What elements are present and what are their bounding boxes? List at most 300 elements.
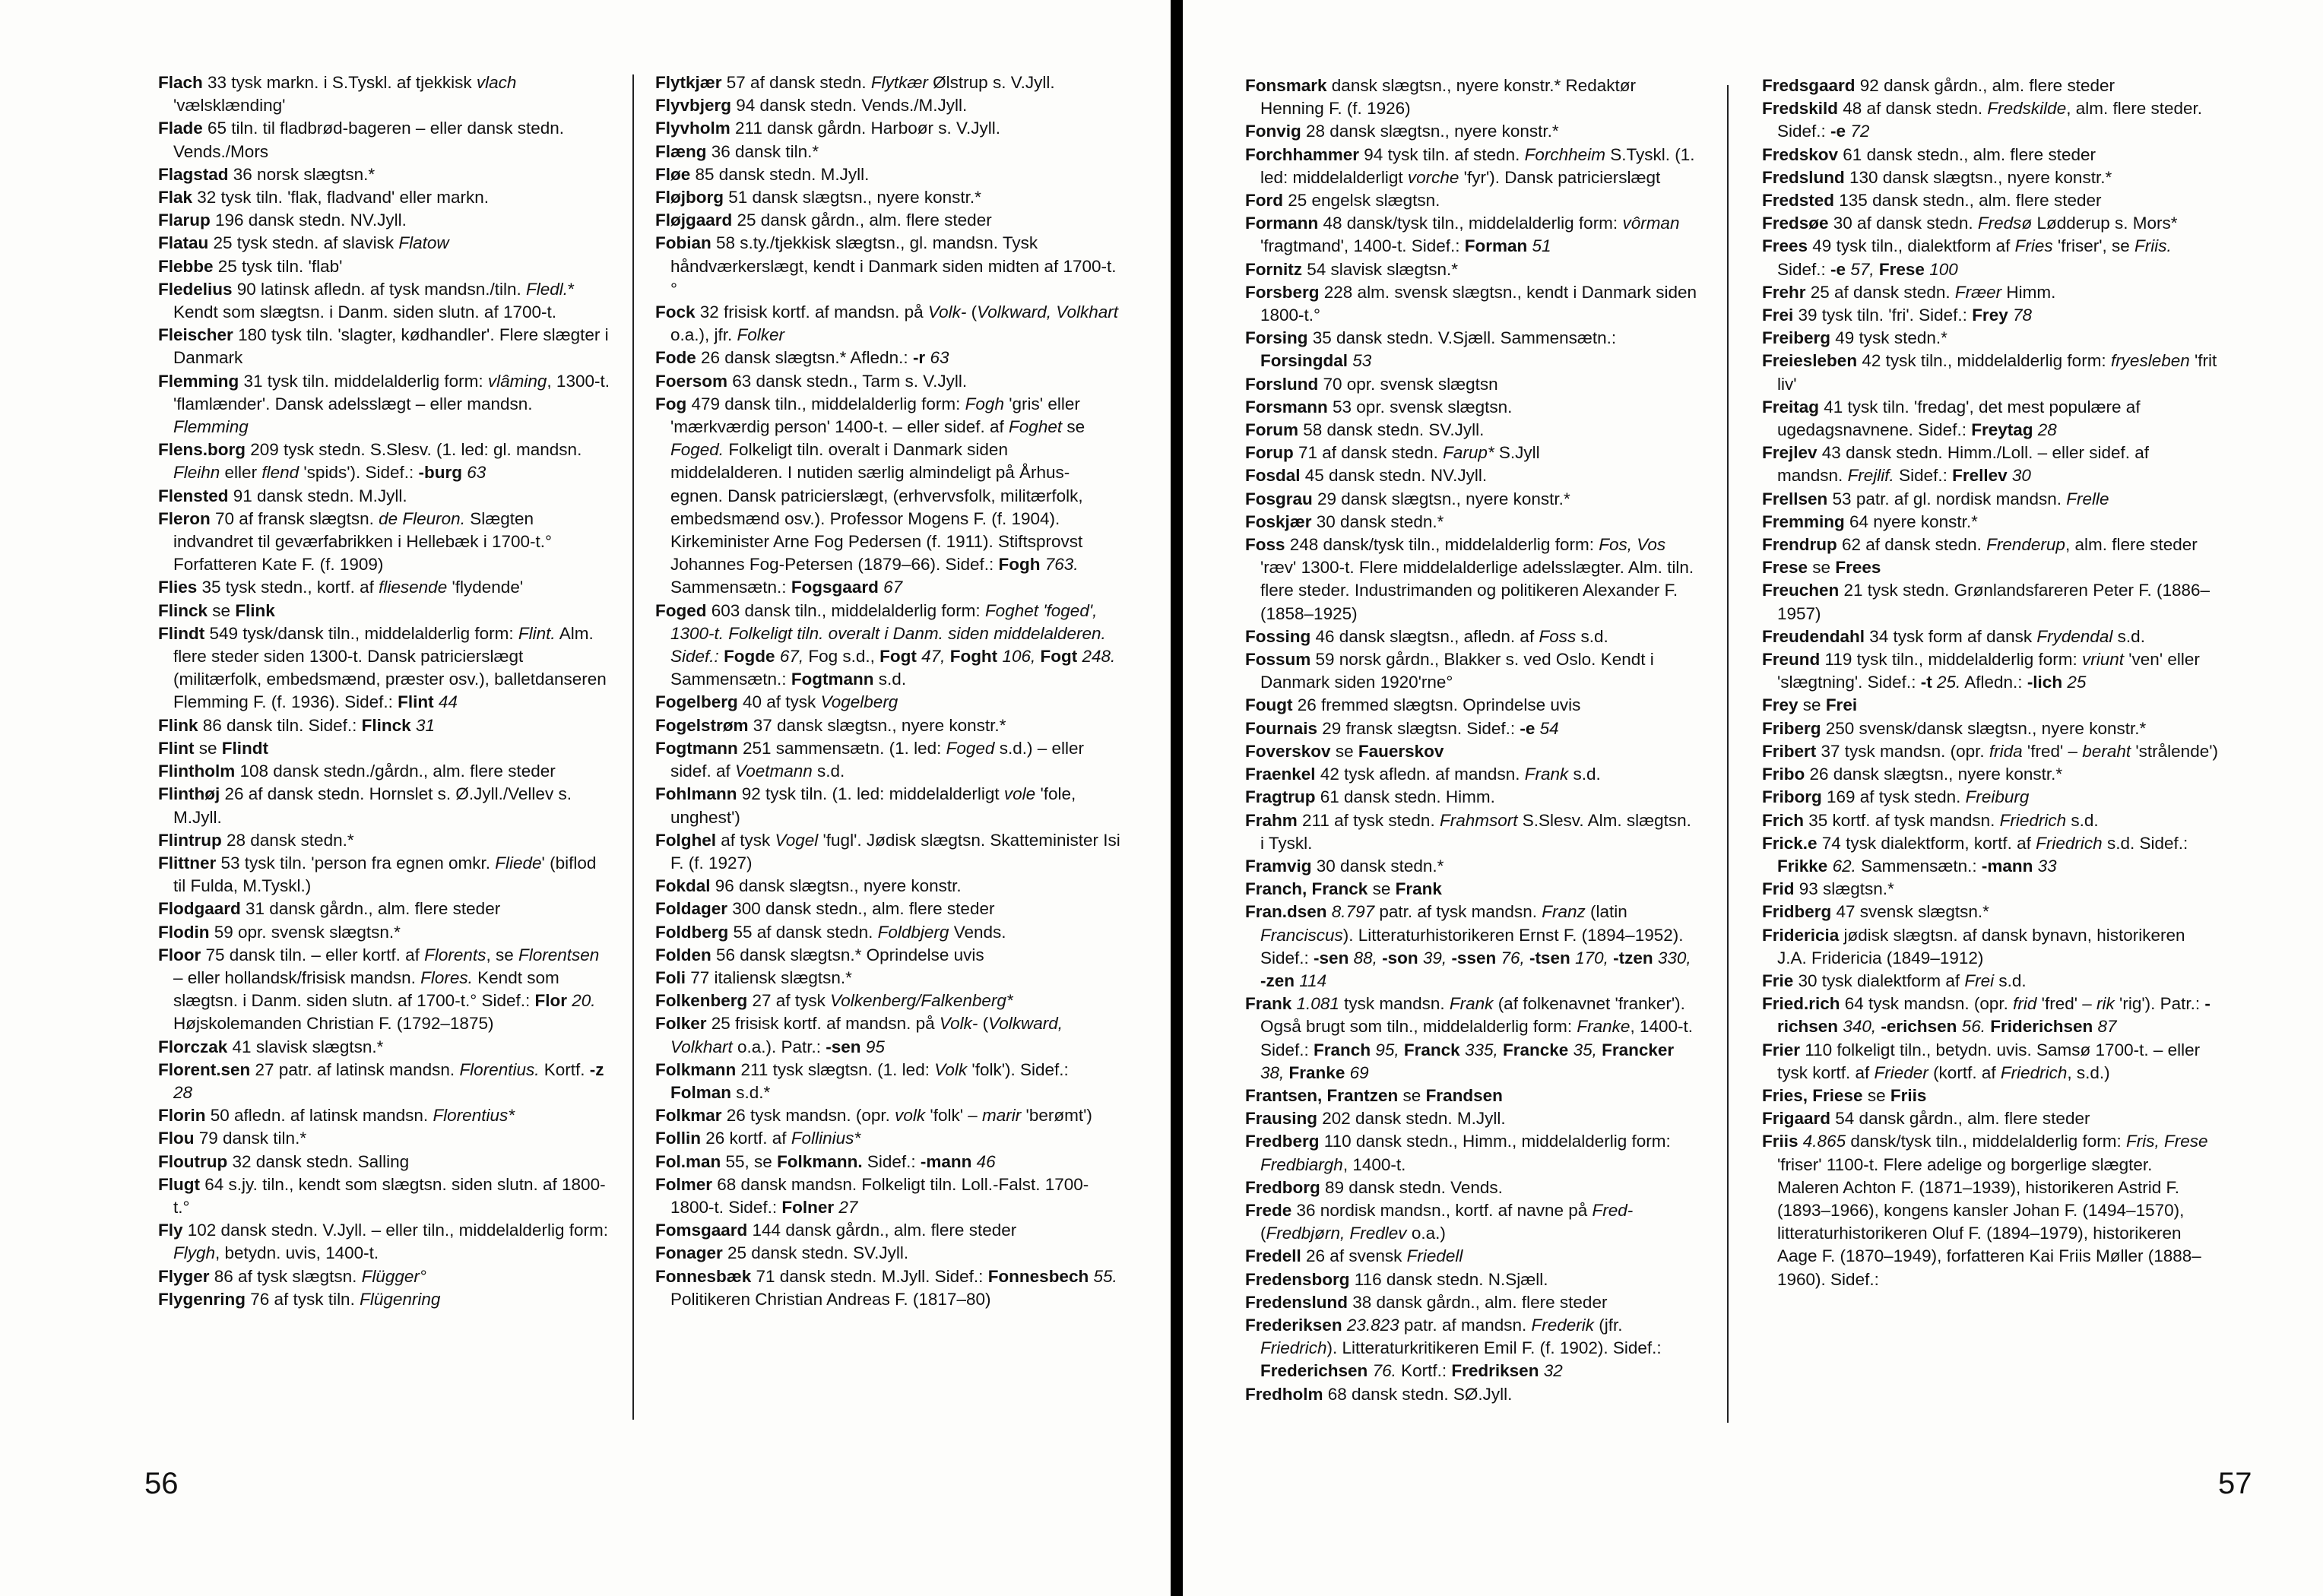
dictionary-entry bbox=[158, 576, 611, 599]
dictionary-entry bbox=[655, 347, 1120, 369]
entry-text: 86 dansk tiln. Sidef.: Flinck 31 bbox=[198, 715, 435, 735]
entry-headword: Florczak bbox=[158, 1037, 228, 1056]
dictionary-entry bbox=[158, 1036, 611, 1059]
dictionary-entry bbox=[1245, 1314, 1700, 1383]
entry-headword: Foersom bbox=[655, 371, 728, 391]
dictionary-entry bbox=[158, 232, 611, 255]
left-page-column-2 bbox=[655, 71, 1120, 1311]
dictionary-entry bbox=[655, 94, 1120, 117]
dictionary-entry bbox=[655, 393, 1120, 600]
entry-text: 64 nyere konstr.* bbox=[1844, 511, 1978, 531]
entry-headword: Flugt bbox=[158, 1174, 200, 1194]
right-page bbox=[1183, 0, 2323, 1596]
dictionary-entry bbox=[1762, 556, 2218, 579]
dictionary-entry bbox=[158, 760, 611, 783]
dictionary-entry bbox=[1245, 1199, 1700, 1245]
entry-text: af tysk Vogel 'fugl'. Jødisk slægtsn. Skatteminister Isi F. (f. 1927) bbox=[670, 830, 1120, 872]
page-number: 57 bbox=[2218, 1467, 2252, 1500]
entry-headword: Flensted bbox=[158, 486, 229, 505]
entry-text: 21 tysk stedn. Grønlandsfareren Peter F. (1886–1957) bbox=[1777, 581, 2210, 623]
entry-text: 62 af dansk stedn. Frenderup, alm. flere steder bbox=[1837, 535, 2198, 555]
entry-headword: Fougt bbox=[1245, 695, 1293, 715]
dictionary-entry bbox=[158, 439, 611, 484]
dictionary-entry bbox=[1762, 350, 2218, 395]
dictionary-entry bbox=[1245, 717, 1700, 740]
entry-headword: Fonnesbæk bbox=[655, 1266, 752, 1286]
entry-headword: Fomsgaard bbox=[655, 1221, 748, 1240]
entry-headword: Freiesleben bbox=[1762, 351, 1858, 371]
entry-text: 211 af tysk stedn. Frahmsort S.Slesv. Alm. slægtsn. i Tyskl. bbox=[1260, 810, 1691, 853]
page-number: 56 bbox=[144, 1467, 179, 1500]
dictionary-entry bbox=[1245, 901, 1700, 993]
dictionary-entry bbox=[1762, 763, 2218, 786]
entry-headword: Fredskild bbox=[1762, 99, 1839, 119]
entry-text: 31 tysk tiln. middelalderlig form: vlâming, 1300-t. 'flamlænder'. Dansk adelsslægt – eller mandsn. Flemming bbox=[173, 371, 610, 437]
dictionary-entry bbox=[655, 186, 1120, 209]
dictionary-entry bbox=[1245, 855, 1700, 878]
entry-headword: Fol.man bbox=[655, 1151, 721, 1171]
entry-headword: Frees bbox=[1762, 236, 1808, 256]
entry-headword: Flebbe bbox=[158, 256, 214, 276]
dictionary-entry bbox=[655, 829, 1120, 875]
entry-headword: Fornitz bbox=[1245, 259, 1302, 279]
entry-headword: Fløjgaard bbox=[655, 211, 733, 230]
dictionary-entry bbox=[655, 301, 1120, 347]
entry-headword: Flemming bbox=[158, 371, 239, 391]
entry-text: 53 patr. af gl. nordisk mandsn. Frelle bbox=[1827, 489, 2109, 508]
entry-text: 57 af dansk stedn. Flytkær Ølstrup s. V.Jyll. bbox=[721, 73, 1055, 92]
entry-headword: Florent.sen bbox=[158, 1059, 251, 1079]
dictionary-entry bbox=[1762, 235, 2218, 280]
entry-text: 68 dansk mandsn. Folkeligt tiln. Loll.-Falst. 1700-1800-t. Sidef.: Folner 27 bbox=[670, 1174, 1089, 1217]
entry-text: 27 patr. af latinsk mandsn. Florentius. Kortf. -z 28 bbox=[173, 1059, 604, 1102]
entry-headword: Fredensborg bbox=[1245, 1269, 1350, 1289]
dictionary-entry bbox=[158, 255, 611, 278]
entry-headword: Floutrup bbox=[158, 1151, 228, 1171]
entry-text: 76 af tysk tiln. Flügenring bbox=[246, 1289, 441, 1309]
dictionary-entry bbox=[158, 209, 611, 232]
entry-headword: Fog bbox=[655, 394, 687, 413]
entry-headword: Frei bbox=[1762, 306, 1794, 325]
dictionary-entry bbox=[1245, 419, 1700, 442]
entry-headword: Flint bbox=[158, 738, 195, 758]
dictionary-entry bbox=[655, 232, 1120, 301]
entry-text: 36 norsk slægtsn.* bbox=[228, 164, 376, 184]
entry-text: 59 opr. svensk slægtsn.* bbox=[209, 922, 401, 942]
entry-text: 25 af dansk stedn. Fræer Himm. bbox=[1805, 282, 2056, 302]
entry-headword: Fredborg bbox=[1245, 1177, 1320, 1197]
dictionary-entry bbox=[655, 1127, 1120, 1150]
dictionary-entry bbox=[1762, 144, 2218, 166]
entry-text: 32 tysk tiln. 'flak, fladvand' eller markn. bbox=[192, 188, 490, 207]
entry-text: 94 dansk stedn. Vends./M.Jyll. bbox=[731, 96, 968, 116]
entry-headword: Fløjborg bbox=[655, 188, 724, 207]
entry-text: 116 dansk stedn. N.Sjæll. bbox=[1349, 1269, 1548, 1289]
entry-text: 91 dansk stedn. M.Jyll. bbox=[228, 486, 407, 505]
dictionary-entry bbox=[1762, 396, 2218, 442]
dictionary-entry bbox=[1762, 970, 2218, 993]
entry-text: se Frei bbox=[1798, 695, 1858, 715]
entry-text: 35 kortf. af tysk mandsn. Friedrich s.d. bbox=[1804, 810, 2099, 830]
entry-text: 58 s.ty./tjekkisk slægtsn., gl. mandsn. Tysk håndværkerslægt, kendt i Danmark siden midten af 1700-t.° bbox=[670, 233, 1117, 299]
entry-headword: Frank bbox=[1245, 994, 1292, 1014]
dictionary-entry bbox=[1762, 534, 2218, 556]
entry-text: 196 dansk stedn. NV.Jyll. bbox=[210, 211, 407, 230]
dictionary-entry bbox=[655, 141, 1120, 163]
entry-headword: Follin bbox=[655, 1129, 701, 1148]
entry-text: se Flindt bbox=[194, 738, 268, 758]
dictionary-entry bbox=[1245, 120, 1700, 143]
entry-text: 64 s.jy. tiln., kendt som slægtsn. siden slutn. af 1800-t.° bbox=[173, 1174, 606, 1217]
entry-headword: Fonager bbox=[655, 1243, 723, 1263]
entry-text: 49 tysk tiln., dialektform af Fries 'friser', se Friis. Sidef.: -e 57, Frese 100 bbox=[1777, 236, 2172, 279]
entry-text: jødisk slægtsn. af dansk bynavn, historikeren J.A. Fridericia (1849–1912) bbox=[1777, 925, 2185, 967]
entry-headword: Fries, Friese bbox=[1762, 1085, 1863, 1105]
entry-headword: Fobian bbox=[655, 233, 711, 253]
entry-headword: Flink bbox=[158, 715, 198, 735]
entry-headword: Flagstad bbox=[158, 164, 229, 184]
entry-headword: Fredsted bbox=[1762, 191, 1835, 211]
entry-text: 25 engelsk slægtsn. bbox=[1283, 191, 1440, 211]
entry-text: 51 dansk slægtsn., nyere konstr.* bbox=[723, 188, 981, 207]
entry-headword: Foged bbox=[655, 600, 707, 620]
entry-text: 45 dansk stedn. NV.Jyll. bbox=[1300, 466, 1488, 486]
dictionary-entry bbox=[1762, 625, 2218, 648]
entry-headword: Friis bbox=[1762, 1132, 1799, 1151]
dictionary-entry bbox=[158, 600, 611, 622]
entry-text: 64 tysk mandsn. (opr. frid 'fred' – rik 'rig'). Patr.: -richsen 340, -erichsen 56. Friderichsen 87 bbox=[1777, 994, 2210, 1037]
entry-text: 1.081 tysk mandsn. Frank (af folkenavnet 'franker'). Også brugt som tiln., middelalderlig form: Franke, 1400-t. Sidef.: Franch 95, Franck 335, Francke 35, Francker 38, Franke 69 bbox=[1260, 994, 1694, 1082]
entry-text: se Fauerskov bbox=[1330, 741, 1444, 761]
entry-text: 65 tiln. til fladbrød-bageren – eller dansk stedn. Vends./Mors bbox=[173, 119, 565, 161]
entry-text: 202 dansk stedn. M.Jyll. bbox=[1317, 1109, 1506, 1129]
dictionary-entry bbox=[1245, 212, 1700, 258]
entry-text: 28 dansk slægtsn., nyere konstr.* bbox=[1301, 122, 1559, 141]
entry-headword: Flytkjær bbox=[655, 73, 722, 92]
dictionary-entry bbox=[158, 1288, 611, 1311]
entry-headword: Frausing bbox=[1245, 1109, 1318, 1129]
entry-headword: Fleischer bbox=[158, 325, 233, 345]
entry-text: 55 af dansk stedn. Foldbjerg Vends. bbox=[728, 922, 1006, 942]
entry-headword: Folmer bbox=[655, 1174, 713, 1194]
entry-text: 36 nordisk mandsn., kortf. af navne på Fred- (Fredbjørn, Fredlev o.a.) bbox=[1260, 1200, 1634, 1243]
entry-headword: Flies bbox=[158, 578, 198, 597]
dictionary-entry bbox=[1762, 740, 2218, 763]
dictionary-entry bbox=[1762, 786, 2218, 809]
dictionary-entry bbox=[158, 324, 611, 369]
entry-headword: Forsmann bbox=[1245, 397, 1328, 416]
entry-text: 479 dansk tiln., middelalderlig form: Fogh 'gris' eller 'mærkværdig person' 1400-t. – eller sidef. af Foghet se Foged. Folkeligt tiln. overalt i Danmark siden middelalderen. I nutiden særlig almindeligt på Århus-egnen. Dansk patricierslægt, (erhvervsfolk, militærfolk, embedsmænd osv.). Professor Mogens F. (f. 1904). Kirkeminister Arne Fog Pedersen (f. 1911). Stiftsprovst Johannes Fog-Petersen (1879–66). Sidef.: Fogh 763. Sammensætn.: Fogsgaard 67 bbox=[670, 394, 1085, 597]
dictionary-entry bbox=[655, 944, 1120, 967]
entry-text: 86 af tysk slægtsn. Flügger° bbox=[209, 1266, 426, 1286]
dictionary-entry bbox=[1245, 993, 1700, 1085]
entry-headword: Fredberg bbox=[1245, 1132, 1320, 1151]
entry-headword: Fribert bbox=[1762, 741, 1817, 761]
dictionary-entry bbox=[655, 875, 1120, 898]
entry-headword: Friberg bbox=[1762, 718, 1821, 738]
dictionary-entry bbox=[1245, 534, 1700, 625]
entry-text: 40 af tysk Vogelberg bbox=[737, 692, 898, 712]
dictionary-entry bbox=[158, 1059, 611, 1104]
entry-headword: Fogelstrøm bbox=[655, 715, 749, 735]
dictionary-entry bbox=[655, 714, 1120, 737]
entry-headword: Flyger bbox=[158, 1266, 210, 1286]
entry-text: 85 dansk stedn. M.Jyll. bbox=[690, 164, 870, 184]
dictionary-entry bbox=[1762, 189, 2218, 212]
entry-text: 25 dansk stedn. SV.Jyll. bbox=[722, 1243, 909, 1263]
entry-text: 61 dansk stedn. Himm. bbox=[1315, 787, 1495, 807]
entry-headword: Fogelberg bbox=[655, 692, 738, 712]
entry-text: 29 dansk slægtsn., nyere konstr.* bbox=[1312, 489, 1570, 508]
entry-text: se Flink bbox=[208, 600, 275, 620]
dictionary-entry bbox=[158, 117, 611, 163]
entry-headword: Fribo bbox=[1762, 765, 1805, 784]
dictionary-entry bbox=[1762, 832, 2218, 878]
entry-headword: Flak bbox=[158, 188, 193, 207]
entry-text: 90 latinsk afledn. af tysk mandsn./tiln. Fledl.* Kendt som slægtsn. i Danm. siden slutn. af 1700-t. bbox=[173, 279, 575, 322]
dictionary-entry bbox=[1762, 809, 2218, 832]
dictionary-entry bbox=[1245, 1107, 1700, 1130]
dictionary-entry bbox=[655, 783, 1120, 828]
dictionary-entry bbox=[655, 1242, 1120, 1265]
entry-headword: Franch, Franck bbox=[1245, 879, 1368, 899]
entry-text: 71 dansk stedn. M.Jyll. Sidef.: Fonnesbech 55. Politikeren Christian Andreas F. (1817–80) bbox=[670, 1266, 1117, 1309]
dictionary-entry bbox=[1245, 442, 1700, 464]
entry-text: 70 opr. svensk slægtsn bbox=[1318, 374, 1498, 394]
entry-headword: Frederiksen bbox=[1245, 1315, 1342, 1335]
entry-headword: Fode bbox=[655, 348, 696, 368]
entry-text: 27 af tysk Volkenberg/Falkenberg* bbox=[747, 991, 1013, 1011]
dictionary-entry bbox=[158, 898, 611, 920]
entry-text: 31 dansk gårdn., alm. flere steder bbox=[240, 899, 501, 919]
entry-text: 38 dansk gårdn., alm. flere steder bbox=[1348, 1292, 1608, 1312]
dictionary-entry bbox=[1762, 1039, 2218, 1085]
entry-headword: Fridberg bbox=[1762, 902, 1832, 922]
entry-headword: Fredsgaard bbox=[1762, 76, 1856, 95]
dictionary-entry bbox=[1762, 1085, 2218, 1107]
entry-text: 46 dansk slægtsn., afledn. af Foss s.d. bbox=[1310, 626, 1608, 646]
entry-text: 58 dansk stedn. SV.Jyll. bbox=[1298, 420, 1485, 440]
entry-headword: Foss bbox=[1245, 535, 1285, 555]
entry-headword: Fleron bbox=[158, 508, 211, 528]
entry-text: se Frandsen bbox=[1398, 1085, 1503, 1105]
dictionary-entry bbox=[1762, 511, 2218, 534]
dictionary-entry bbox=[655, 117, 1120, 140]
entry-headword: Floor bbox=[158, 945, 201, 964]
dictionary-entry bbox=[1245, 1268, 1700, 1291]
entry-text: 54 slavisk slægtsn.* bbox=[1301, 259, 1459, 279]
dictionary-entry bbox=[158, 1219, 611, 1265]
entry-headword: Fridericia bbox=[1762, 925, 1840, 945]
entry-text: 209 tysk stedn. S.Slesv. (1. led: gl. mandsn. Fleihn eller flend 'spids'). Sidef.: -burg 63 bbox=[173, 440, 582, 483]
entry-text: 37 dansk slægtsn., nyere konstr.* bbox=[748, 715, 1006, 735]
dictionary-entry bbox=[1245, 258, 1700, 281]
entry-text: se Friis bbox=[1862, 1085, 1927, 1105]
entry-text: 603 dansk tiln., middelalderlig form: Foghet 'foged', 1300-t. Folkeligt tiln. overalt i Danm. siden middelalderen. Sidef.: Fogde 67, Fog s.d., Fogt 47, Foght 106, Fogt 248. Sammensætn.: Fogtmann s.d. bbox=[670, 600, 1116, 689]
entry-headword: Fonsmark bbox=[1245, 76, 1327, 95]
dictionary-entry bbox=[1245, 189, 1700, 212]
entry-text: 48 af dansk stedn. Fredskilde, alm. flere steder. Sidef.: -e 72 bbox=[1777, 99, 2203, 141]
entry-headword: Florin bbox=[158, 1106, 206, 1126]
entry-headword: Fløe bbox=[655, 164, 691, 184]
entry-text: 549 tysk/dansk tiln., middelalderlig form: Flint. Alm. flere steder siden 1300-t. Dansk patricierslægt (militærfolk, embedsmænd, præster osv.), balletdanseren Flemming F. (f. 1936). Sidef.: Flint 44 bbox=[173, 623, 607, 712]
dictionary-entry bbox=[1245, 786, 1700, 809]
entry-text: 25 frisisk kortf. af mandsn. på Volk- (Volkward, Volkhart o.a.). Patr.: -sen 95 bbox=[670, 1014, 1063, 1056]
entry-text: 61 dansk stedn., alm. flere steder bbox=[1838, 144, 2096, 164]
dictionary-entry bbox=[1762, 579, 2218, 625]
entry-headword: Forsberg bbox=[1245, 282, 1320, 302]
entry-text: se Frees bbox=[1808, 558, 1881, 578]
entry-headword: Fran.dsen bbox=[1245, 902, 1327, 922]
dictionary-entry bbox=[1762, 993, 2218, 1038]
entry-headword: Fohlmann bbox=[655, 784, 737, 804]
entry-headword: Fried.rich bbox=[1762, 994, 1840, 1014]
dictionary-entry bbox=[1762, 648, 2218, 694]
entry-headword: Foskjær bbox=[1245, 511, 1312, 531]
entry-headword: Flinthøj bbox=[158, 784, 220, 804]
dictionary-entry bbox=[1245, 1383, 1700, 1406]
dictionary-entry bbox=[1762, 694, 2218, 717]
entry-text: 28 dansk stedn.* bbox=[221, 830, 354, 850]
entry-text: 92 dansk gårdn., alm. flere steder bbox=[1855, 76, 2115, 95]
entry-headword: Folghel bbox=[655, 830, 716, 850]
entry-headword: Fredslund bbox=[1762, 167, 1845, 187]
entry-headword: Forslund bbox=[1245, 374, 1319, 394]
entry-text: 102 dansk stedn. V.Jyll. – eller tiln., middelalderlig form: Flygh, betydn. uvis, 1400-t. bbox=[173, 1221, 608, 1263]
dictionary-entry bbox=[1245, 281, 1700, 327]
entry-text: 37 tysk mandsn. (opr. frida 'fred' – beraht 'strålende') bbox=[1816, 741, 2219, 761]
entry-text: 74 tysk dialektform, kortf. af Friedrich s.d. Sidef.: Frikke 62. Sammensætn.: -mann 33 bbox=[1777, 833, 2188, 876]
entry-text: 30 tysk dialektform af Frei s.d. bbox=[1793, 971, 2027, 990]
column-divider bbox=[632, 74, 634, 1420]
entry-headword: Flyvholm bbox=[655, 119, 730, 138]
dictionary-entry bbox=[1762, 166, 2218, 189]
entry-headword: Folden bbox=[655, 945, 711, 964]
entry-text: 26 af svensk Friedell bbox=[1301, 1246, 1463, 1266]
dictionary-entry bbox=[655, 990, 1120, 1012]
entry-headword: Foverskov bbox=[1245, 741, 1331, 761]
entry-text: 8.797 patr. af tysk mandsn. Franz (latin Franciscus). Litteraturhistorikeren Ernst F. (1894–1952). Sidef.: -sen 88, -son 39, -ssen 76, -tsen 170, -tzen 330, -zen 114 bbox=[1260, 902, 1691, 990]
entry-text: 53 opr. svensk slægtsn. bbox=[1327, 397, 1513, 416]
entry-text: 56 dansk slægtsn.* Oprindelse uvis bbox=[711, 945, 984, 964]
entry-headword: Frellsen bbox=[1762, 489, 1828, 508]
dictionary-entry bbox=[158, 186, 611, 209]
entry-text: 39 tysk tiln. 'fri'. Sidef.: Frey 78 bbox=[1793, 306, 2033, 325]
dictionary-entry bbox=[655, 1059, 1120, 1104]
entry-headword: Fonvig bbox=[1245, 122, 1301, 141]
dictionary-entry bbox=[1762, 281, 2218, 304]
entry-headword: Framvig bbox=[1245, 856, 1312, 876]
entry-headword: Forsing bbox=[1245, 328, 1308, 348]
entry-text: 43 dansk stedn. Himm./Loll. – eller sidef. af mandsn. Frejlif. Sidef.: Frellev 30 bbox=[1777, 443, 2150, 486]
dictionary-entry bbox=[655, 1219, 1120, 1242]
dictionary-entry bbox=[158, 944, 611, 1036]
dictionary-entry bbox=[655, 737, 1120, 783]
dictionary-entry bbox=[158, 1151, 611, 1173]
dictionary-entry bbox=[1762, 97, 2218, 143]
entry-headword: Flygenring bbox=[158, 1289, 246, 1309]
dictionary-entry bbox=[655, 209, 1120, 232]
dictionary-entry bbox=[1245, 763, 1700, 786]
dictionary-entry bbox=[1762, 488, 2218, 511]
entry-headword: Frede bbox=[1245, 1200, 1292, 1220]
dictionary-entry bbox=[1245, 396, 1700, 419]
entry-headword: Fraenkel bbox=[1245, 765, 1316, 784]
entry-headword: Frehr bbox=[1762, 282, 1806, 302]
entry-headword: Fredenslund bbox=[1245, 1292, 1348, 1312]
entry-text: 251 sammensætn. (1. led: Foged s.d.) – eller sidef. af Voetmann s.d. bbox=[670, 738, 1084, 781]
entry-text: 68 dansk stedn. SØ.Jyll. bbox=[1323, 1384, 1513, 1404]
dictionary-entry bbox=[1762, 212, 2218, 235]
entry-headword: Freitag bbox=[1762, 397, 1820, 416]
entry-text: 79 dansk tiln.* bbox=[194, 1129, 307, 1148]
entry-text: 4.865 dansk/tysk tiln., middelalderlig form: Fris, Frese 'friser' 1100-t. Flere adelige og borgerlige slægter. Maleren Achton F. (1871–1939), historikeren Astrid F. (1893–1966), kongens kansler Johan F. (1494–1570), litteraturhistorikeren Oluf F. (1894–1979), historikeren Aage F. (1870–1949), forfatteren Kai Friis Møller (1888–1960). Sidef.: bbox=[1777, 1132, 2208, 1289]
entry-headword: Friborg bbox=[1762, 787, 1822, 807]
entry-headword: Foldberg bbox=[655, 922, 729, 942]
dictionary-entry bbox=[1762, 924, 2218, 970]
entry-text: 30 dansk stedn.* bbox=[1311, 511, 1444, 531]
entry-text: 144 dansk gårdn., alm. flere steder bbox=[747, 1221, 1017, 1240]
dictionary-entry bbox=[1762, 442, 2218, 487]
entry-headword: Fossing bbox=[1245, 626, 1311, 646]
entry-text: 48 dansk/tysk tiln., middelalderlig form: vôrman 'fragtmand', 1400-t. Sidef.: Forman 51 bbox=[1260, 214, 1680, 256]
entry-headword: Fledelius bbox=[158, 279, 233, 299]
dictionary-entry bbox=[1245, 373, 1700, 396]
entry-text: 26 tysk mandsn. (opr. volk 'folk' – marir 'berømt') bbox=[721, 1106, 1092, 1126]
entry-text: 50 afledn. af latinsk mandsn. Florentius* bbox=[205, 1106, 515, 1126]
entry-text: 32 frisisk kortf. af mandsn. på Volk- (Volkward, Volkhart o.a.), jfr. Folker bbox=[670, 302, 1119, 345]
dictionary-entry bbox=[1245, 488, 1700, 511]
entry-headword: Forup bbox=[1245, 443, 1294, 463]
entry-text: 26 af dansk stedn. Hornslet s. Ø.Jyll./Vellev s. M.Jyll. bbox=[173, 784, 572, 827]
entry-text: 89 dansk stedn. Vends. bbox=[1320, 1177, 1503, 1197]
entry-headword: Frantsen, Frantzen bbox=[1245, 1085, 1399, 1105]
entry-headword: Fly bbox=[158, 1221, 183, 1240]
dictionary-entry bbox=[1762, 1107, 2218, 1130]
dictionary-entry bbox=[655, 71, 1120, 94]
entry-headword: Folker bbox=[655, 1014, 707, 1034]
dictionary-entry bbox=[158, 622, 611, 714]
entry-text: 75 dansk tiln. – eller kortf. af Florents, se Florentsen – eller hollandsk/frisisk mandsn. Flores. Kendt som slægtsn. i Danm. siden slutn. af 1700-t.° Sidef.: Flor 20. Højskolemanden Christian F. (1792–1875) bbox=[173, 945, 600, 1034]
dictionary-entry bbox=[158, 1173, 611, 1219]
dictionary-entry bbox=[655, 1173, 1120, 1219]
dictionary-entry bbox=[655, 921, 1120, 944]
dictionary-entry bbox=[1245, 1176, 1700, 1199]
dictionary-entry bbox=[1762, 717, 2218, 740]
dictionary-entry bbox=[158, 1127, 611, 1150]
entry-headword: Flach bbox=[158, 73, 203, 92]
entry-text: 108 dansk stedn./gårdn., alm. flere steder bbox=[235, 762, 556, 781]
entry-text: 211 dansk gårdn. Harboør s. V.Jyll. bbox=[730, 119, 1000, 138]
entry-text: 49 tysk stedn.* bbox=[1830, 328, 1947, 348]
dictionary-entry bbox=[158, 921, 611, 944]
entry-text: 25 tysk stedn. af slavisk Flatow bbox=[208, 233, 449, 253]
entry-headword: Fock bbox=[655, 302, 696, 322]
entry-headword: Ford bbox=[1245, 191, 1283, 211]
dictionary-entry bbox=[655, 1012, 1120, 1058]
dictionary-entry bbox=[1762, 901, 2218, 923]
dictionary-entry bbox=[655, 370, 1120, 393]
entry-text: 71 af dansk stedn. Farup* S.Jyll bbox=[1293, 443, 1540, 463]
dictionary-entry bbox=[158, 278, 611, 324]
entry-headword: Freund bbox=[1762, 650, 1821, 670]
dictionary-entry bbox=[158, 852, 611, 898]
dictionary-entry bbox=[655, 1104, 1120, 1127]
dictionary-entry bbox=[158, 71, 611, 117]
dictionary-entry bbox=[158, 1104, 611, 1127]
dictionary-entry bbox=[1762, 304, 2218, 327]
entry-headword: Frich bbox=[1762, 810, 1805, 830]
